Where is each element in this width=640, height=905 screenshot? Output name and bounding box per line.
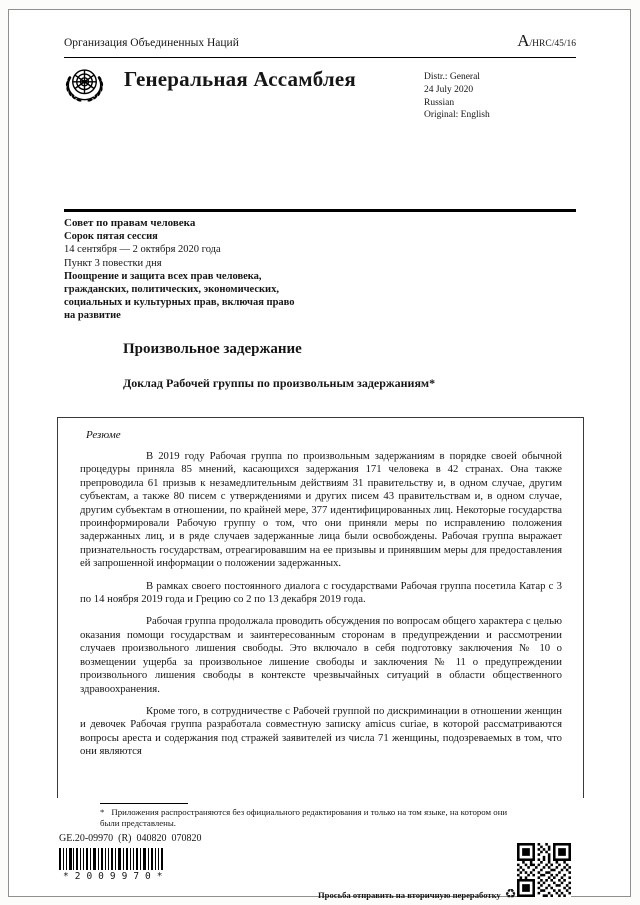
- section-divider: [64, 209, 576, 212]
- recycle-text: Просьба отправить на вторичную переработку: [318, 889, 501, 900]
- summary-paragraph: Рабочая группа продолжала проводить обсуждения по вопросам общего характера с целью оказания помощи государствам и заинтересованным сторонам в предупреждении и рассмотрении случаев произвольного лишения свободы. Это включало в себя подготовку заключения № 10 о возмещении ущерба за произвольное лишение свободы и заключения № 11 о предупреждении произвольного лишения свободы в контексте чрезвычайных ситуаций в области общественного здравоохранения.: [80, 615, 562, 695]
- footnote: [100, 807, 512, 829]
- header-rule: [64, 57, 576, 58]
- org-name: Организация Объединенных Наций: [64, 37, 239, 49]
- summary-paragraph: В рамках своего постоянного диалога с государствами Рабочая группа посетила Катар с 3 по 14 ноября 2019 года и Грецию со 2 по 13 декабря 2019 года.: [80, 579, 562, 606]
- qr-code-icon: [517, 843, 571, 902]
- original-language-line: Original: English: [424, 110, 490, 121]
- summary-heading: Резюме: [86, 429, 121, 441]
- agenda-item: Пункт 3 повестки дня: [64, 257, 162, 269]
- date-line: 24 July 2020: [424, 84, 474, 95]
- agenda-title: Поощрение и защита всех прав человека, гражданских, политических, экономических, социальных и культурных прав, включая право на развитие: [64, 270, 295, 322]
- barcode-text: *2009970*: [63, 871, 169, 882]
- un-emblem-icon: [61, 63, 108, 115]
- summary-box: [57, 417, 584, 798]
- recycle-icon: ♻: [504, 887, 517, 902]
- summary-paragraph: Кроме того, в сотрудничестве с Рабочей группой по дискриминации в отношении женщин и девочек Рабочая группа разработала совместную записку amicus curiae, в которой рассматриваются вопросы ареста и содержания под стражей заявителей из числа 71 женщины, подозреваемых в том, что они являются: [80, 704, 562, 758]
- recycle-note: [318, 888, 516, 901]
- distr-line: Distr.: General: [424, 72, 480, 82]
- session-block: [64, 217, 324, 323]
- document-title: Произвольное задержание: [123, 341, 302, 357]
- document-symbol-series: A: [517, 31, 530, 50]
- document-symbol-number: /HRC/45/16: [529, 39, 576, 49]
- distribution-block: [424, 71, 490, 122]
- document-subtitle: Доклад Рабочей группы по произвольным задержаниям*: [123, 376, 436, 390]
- language-line: Russian: [424, 97, 455, 108]
- footnote-marker: *: [100, 807, 105, 817]
- document-symbol: [517, 31, 576, 51]
- session-dates: 14 сентября — 2 октября 2020 года: [64, 244, 221, 256]
- council-title: Совет по правам человека: [64, 217, 196, 229]
- footnote-separator: [100, 803, 188, 804]
- footnote-text: Приложения распространяются без официального редактирования и только на том языке, на котором они были представлены.: [100, 807, 508, 828]
- ge-number: GE.20-09970 (R) 040820 070820: [59, 833, 202, 844]
- summary-paragraph: В 2019 году Рабочая группа по произвольным задержаниям в порядке своей обычной процедуры приняла 85 мнений, касающихся задержания 171 человека в 42 странах. Она также препроводила 61 призыв к незамедлительным действиям 31 правительству и, в одном случае, другим субъектам, а также 80 писем с утверждениями и других писем 43 правительствам и, в одном случае, другим субъектам в отношении, по крайней мере, 377 идентифицированных лиц. Некоторые государства проинформировали Рабочую группу о том, что они приняли меры по исправлению положения задержанных лиц, и в ряде случаев задержанные лица были освобождены. Рабочая группа выражает признательность государствам, отреагировавшим на ее призывы и принявшим меры для предоставления ей запрошенной информации о положении задержанных.: [80, 450, 562, 570]
- summary-body: [80, 450, 562, 759]
- assembly-title: Генеральная Ассамблея: [124, 67, 356, 91]
- session-number: Сорок пятая сессия: [64, 231, 158, 243]
